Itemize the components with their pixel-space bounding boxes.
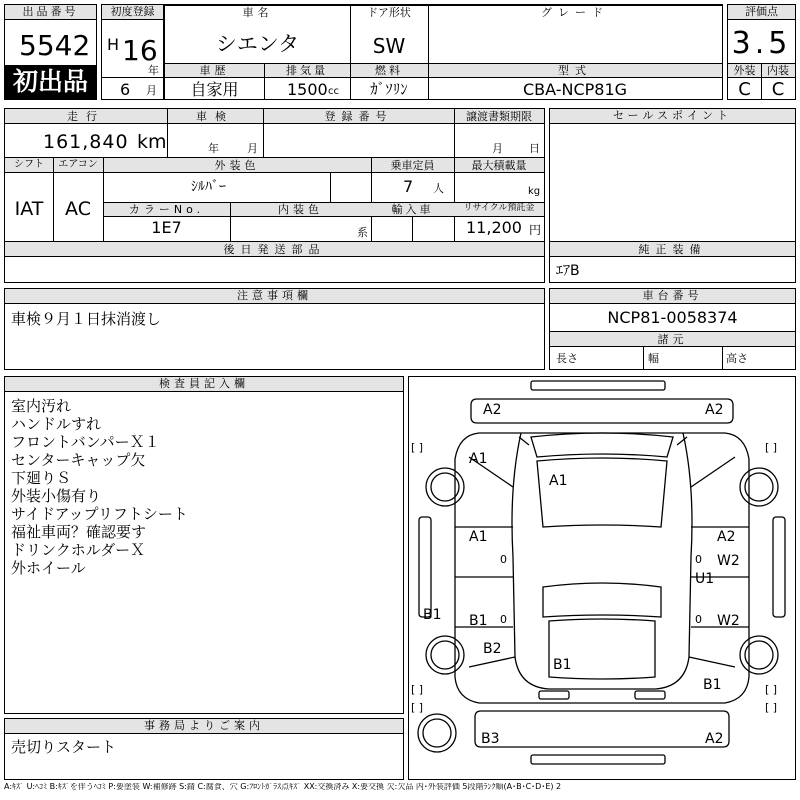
- displacement-label: 排気量: [286, 64, 328, 77]
- grade-label: グレード: [541, 6, 609, 19]
- reg-number-label: 登録番号: [324, 110, 393, 123]
- remark-line: 下廻りＳ: [11, 469, 72, 487]
- bracket: [ ]: [411, 683, 424, 696]
- exterior-label: 外装: [733, 64, 756, 77]
- import-label: 輸入車: [391, 203, 434, 216]
- car-outline: [409, 377, 795, 779]
- remark-line: サイドアップリフトシート: [11, 505, 188, 523]
- damage-mark: B1: [469, 613, 488, 629]
- ext-color-label: 外装色: [214, 159, 260, 172]
- car-name-label: 車名: [242, 6, 273, 19]
- ac-value: AC: [65, 198, 91, 220]
- damage-mark: B1: [423, 607, 442, 623]
- ext-color-value: ｼﾙﾊﾞｰ: [191, 179, 226, 195]
- int-color-unit: 系: [357, 226, 368, 239]
- insp-month-unit: 月: [247, 142, 258, 155]
- model-label: 型式: [558, 64, 592, 77]
- fuel-label: 燃料: [375, 64, 403, 77]
- bracket: [ ]: [411, 441, 424, 454]
- fuel-value: ｶﾞｿﾘﾝ: [370, 80, 408, 98]
- int-color-label: 内装色: [278, 203, 323, 216]
- remark-line: 外装小傷有り: [11, 487, 102, 505]
- damage-mark: A1: [469, 529, 488, 545]
- recycle-label: リサイクル預託金: [463, 203, 535, 213]
- caution-label: 注意事項欄: [5, 289, 544, 304]
- shift-label: シフト: [14, 159, 44, 170]
- history-label: 車歴: [199, 64, 230, 77]
- score-value: 3.5: [731, 26, 792, 61]
- small-zero: 0: [500, 613, 507, 626]
- first-reg-label: 初度登録: [102, 5, 163, 20]
- length-label: 長さ: [556, 352, 578, 365]
- inspector-box: [4, 376, 404, 714]
- sales-point-box: [549, 108, 796, 283]
- remark-line: センターキャップ欠: [11, 451, 146, 469]
- office-box: [4, 718, 404, 780]
- reg-month: 6: [120, 80, 131, 99]
- insp-year-unit: 年: [208, 142, 219, 155]
- damage-mark: B1: [553, 657, 572, 673]
- damage-mark: B3: [481, 731, 500, 747]
- color-no-value: 1E7: [151, 218, 182, 237]
- displacement-unit: cc: [328, 86, 339, 97]
- remark-line: 室内汚れ: [11, 397, 72, 415]
- bracket: [ ]: [765, 441, 778, 454]
- damage-mark: A1: [549, 473, 568, 489]
- lot-number: 5542: [19, 29, 91, 62]
- inspector-remarks: [11, 397, 188, 577]
- score-label: 評価点: [728, 5, 795, 20]
- damage-mark: A2: [705, 731, 724, 747]
- sales-point-label: セールスポイント: [550, 109, 795, 124]
- damage-diagram: [408, 376, 796, 780]
- capacity-value: 7: [403, 177, 414, 196]
- genuine-value: ｴｱB: [556, 263, 580, 279]
- exterior-grade: C: [738, 79, 751, 100]
- transfer-label: 譲渡書類期限: [466, 110, 532, 123]
- width-label: 幅: [648, 352, 659, 365]
- bracket: [ ]: [765, 683, 778, 696]
- mileage-value: 161,840: [43, 131, 129, 153]
- first-reg-box: [101, 4, 164, 100]
- damage-legend: A:ｷｽﾞ U:ﾍｺﾐ B:ｷｽﾞを伴うﾍｺﾐ P:要塗装 W:補修跡 S:錆 C:腐食、穴 G:ﾌﾛﾝﾄｶﾞﾗｽ点ｷｽﾞ XX:交換済み X:要交換 欠:欠品 内･外装評価 5段階ﾗﾝｸ順(A･B･C･D･E) 2: [4, 783, 562, 791]
- displacement-value: 1500: [287, 80, 328, 99]
- door-type: SW: [372, 34, 406, 58]
- transfer-day-unit: 日: [529, 142, 540, 155]
- office-text: 売切りスタート: [11, 738, 117, 756]
- small-zero: 0: [500, 553, 507, 566]
- mileage-unit: km: [137, 131, 167, 153]
- remark-line: ドリンクホルダーＸ: [11, 541, 146, 559]
- capacity-label: 乗車定員: [390, 159, 435, 172]
- small-zero: 0: [695, 553, 702, 566]
- office-label: 事務局よりご案内: [5, 719, 403, 734]
- damage-mark: A1: [469, 451, 488, 467]
- inspection-label: 車検: [196, 110, 234, 123]
- bracket: [ ]: [411, 701, 424, 714]
- damage-mark: A2: [717, 529, 736, 545]
- specs-label: 諸元: [657, 333, 688, 346]
- remark-line: ハンドルすれ: [11, 415, 102, 433]
- max-load-label: 最大積載量: [471, 159, 527, 172]
- interior-label: 内装: [767, 64, 789, 77]
- reg-year: 16: [122, 34, 158, 67]
- car-name: シエンタ: [215, 32, 300, 56]
- main-spec-box: [164, 4, 723, 100]
- damage-mark: W2: [717, 613, 740, 629]
- inspector-label: 検査員記入欄: [5, 377, 403, 392]
- first-listing-text: 初出品: [12, 67, 88, 96]
- later-parts-label: 後日発送部品: [223, 243, 326, 256]
- history-value: 自家用: [190, 80, 239, 99]
- damage-mark: W2: [717, 553, 740, 569]
- genuine-label: 純正装備: [638, 243, 707, 256]
- transfer-month-unit: 月: [492, 142, 503, 155]
- damage-mark: B2: [483, 641, 502, 657]
- shift-value: IAT: [14, 198, 44, 220]
- small-zero: 0: [695, 613, 702, 626]
- score-box: [727, 4, 796, 100]
- damage-mark: A2: [705, 402, 724, 418]
- height-label: 高さ: [726, 352, 748, 365]
- remark-line: フロントバンパーＸ１: [11, 433, 160, 451]
- model-value: CBA-NCP81G: [522, 80, 628, 99]
- color-no-label: カラーNo.: [128, 203, 205, 216]
- reg-year-unit: 年: [148, 64, 159, 77]
- max-load-unit: kg: [528, 186, 541, 197]
- door-label: ドア形状: [367, 6, 411, 19]
- remark-line: 外ホイール: [11, 559, 86, 577]
- damage-mark: U1: [695, 571, 715, 587]
- lot-label: 出品番号: [5, 5, 96, 20]
- remark-line: 福祉車両？確認要す: [11, 523, 147, 541]
- caution-box: [4, 288, 545, 370]
- bracket: [ ]: [765, 701, 778, 714]
- ac-label: エアコン: [58, 159, 98, 170]
- damage-mark: A2: [483, 402, 502, 418]
- vehicle-detail-box: [4, 108, 545, 283]
- chassis-label: 車台番号: [550, 289, 795, 304]
- era-letter: H: [107, 35, 120, 54]
- reg-month-unit: 月: [146, 84, 157, 97]
- caution-text: 車検９月１日抹消渡し: [11, 310, 162, 328]
- chassis-box: [549, 288, 796, 370]
- chassis-number: NCP81-0058374: [607, 308, 738, 327]
- lot-box: [4, 4, 97, 100]
- interior-grade: C: [771, 79, 785, 100]
- mileage-label: 走行: [67, 110, 105, 123]
- damage-mark: B1: [703, 677, 722, 693]
- recycle-value: 11,200: [466, 218, 522, 237]
- capacity-unit: 人: [433, 182, 444, 195]
- recycle-unit: 円: [529, 223, 542, 237]
